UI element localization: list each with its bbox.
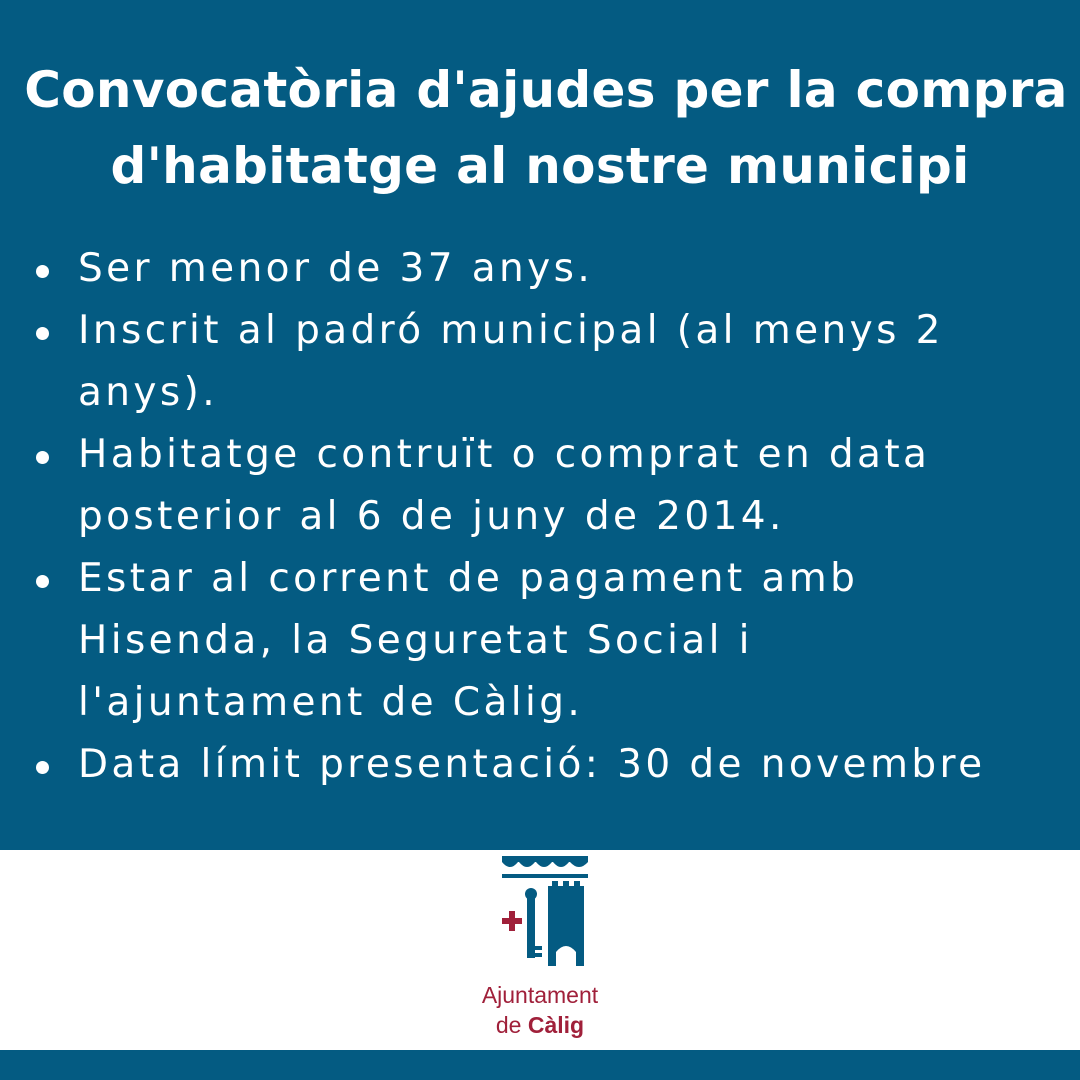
logo-name-place: Càlig: [527, 1012, 585, 1038]
logo-wordmark: [440, 980, 640, 1040]
footer-band: [0, 1050, 1080, 1080]
page-title: [0, 52, 1080, 204]
requirement-line: anys).: [78, 370, 219, 415]
ajuntament-logo: [440, 854, 640, 1044]
logo-name-prefix: de: [495, 1012, 522, 1038]
logo-name-line-2: [440, 1010, 640, 1040]
requirements-list: [0, 238, 1080, 796]
requirement-item: [0, 300, 1080, 424]
requirement-item: [0, 424, 1080, 548]
requirement-line: Hisenda, la Seguretat Social i: [78, 618, 753, 663]
bullet-icon: [36, 327, 49, 340]
requirement-line: l'ajuntament de Càlig.: [78, 680, 584, 725]
requirement-line: posterior al 6 de juny de 2014.: [78, 494, 785, 539]
requirement-line: Estar al corrent de pagament amb: [78, 556, 859, 601]
requirement-line: Ser menor de 37 anys.: [78, 246, 594, 291]
bullet-icon: [36, 575, 49, 588]
requirement-item: [0, 734, 1080, 796]
title-line-1: Convocatòria d'ajudes per la compra: [24, 61, 1068, 119]
bullet-icon: [36, 265, 49, 278]
requirement-item: [0, 238, 1080, 300]
calig-coat-of-arms-icon: [490, 854, 590, 974]
requirement-line: Data límit presentació: 30 de novembre: [78, 742, 986, 787]
bullet-icon: [36, 761, 49, 774]
logo-name-line-1: Ajuntament: [481, 982, 599, 1008]
title-line-2: d'habitatge al nostre municipi: [110, 137, 970, 195]
requirement-line: Inscrit al padró municipal (al menys 2: [78, 308, 944, 353]
requirement-item: [0, 548, 1080, 734]
requirement-line: Habitatge contruït o comprat en data: [78, 432, 931, 477]
bullet-icon: [36, 451, 49, 464]
